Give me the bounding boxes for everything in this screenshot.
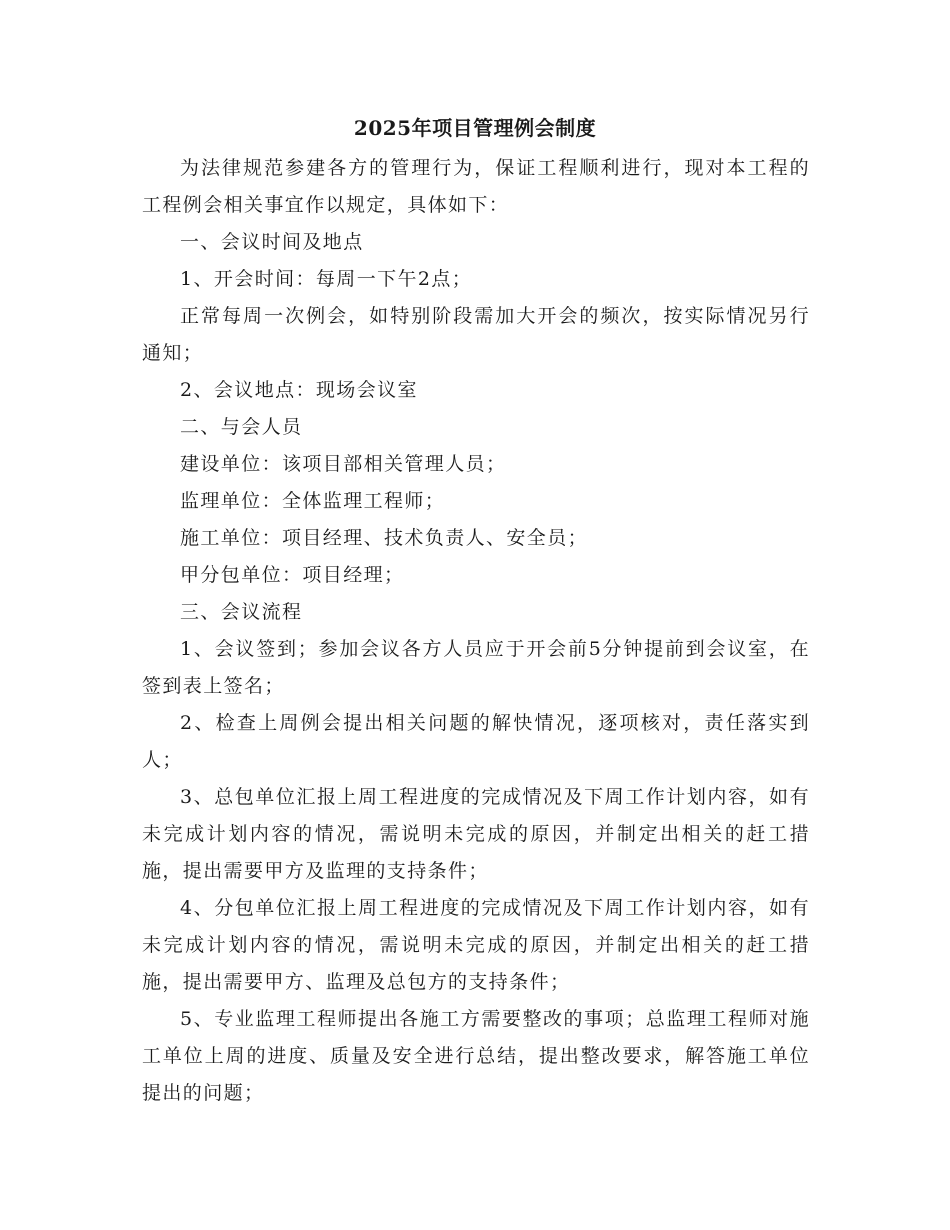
paragraph-process-contractor-report: 3、总包单位汇报上周工程进度的完成情况及下周工作计划内容，如有未完成计划内容的情况，需说明未完成的原因，并制定出相关的赶工措施，提出需要甲方及监理的支持条件； [142, 786, 810, 882]
paragraph-attendee-subcontractor: 甲分包单位：项目经理； [180, 564, 405, 586]
paragraph-meeting-frequency: 正常每周一次例会，如特别阶段需加大开会的频次，按实际情况另行通知； [142, 305, 810, 364]
paragraph-process-supervisor-summary: 5、专业监理工程师提出各施工方需要整改的事项；总监理工程师对施工单位上周的进度、质量及安全进行总结，提出整改要求，解答施工单位提出的问题； [142, 1008, 810, 1104]
paragraph-meeting-location: 2、会议地点：现场会议室 [180, 379, 418, 401]
section-heading-process: 三、会议流程 [180, 601, 303, 623]
paragraph-attendee-owner: 建设单位：该项目部相关管理人员； [180, 453, 507, 475]
paragraph-meeting-time: 1、开会时间：每周一下午2点； [180, 268, 473, 290]
paragraph-process-signin: 1、会议签到；参加会议各方人员应于开会前5分钟提前到会议室，在签到表上签名； [142, 638, 810, 697]
paragraph-attendee-contractor: 施工单位：项目经理、技术负责人、安全员； [180, 527, 589, 549]
paragraph-process-subcontractor-report: 4、分包单位汇报上周工程进度的完成情况及下周工作计划内容，如有未完成计划内容的情况，需说明未完成的原因，并制定出相关的赶工措施，提出需要甲方、监理及总包方的支持条件； [142, 897, 810, 993]
document-body [142, 150, 810, 1112]
paragraph-attendee-supervisor: 监理单位：全体监理工程师； [180, 490, 446, 512]
paragraph-intro: 为法律规范参建各方的管理行为，保证工程顺利进行，现对本工程的工程例会相关事宜作以规定，具体如下： [142, 157, 810, 216]
paragraph-process-review: 2、检查上周例会提出相关问题的解快情况，逐项核对，责任落实到人； [142, 712, 810, 771]
section-heading-attendees: 二、与会人员 [180, 416, 303, 438]
document-title: 2025年项目管理例会制度 [353, 116, 597, 140]
section-heading-time-location: 一、会议时间及地点 [180, 231, 364, 253]
